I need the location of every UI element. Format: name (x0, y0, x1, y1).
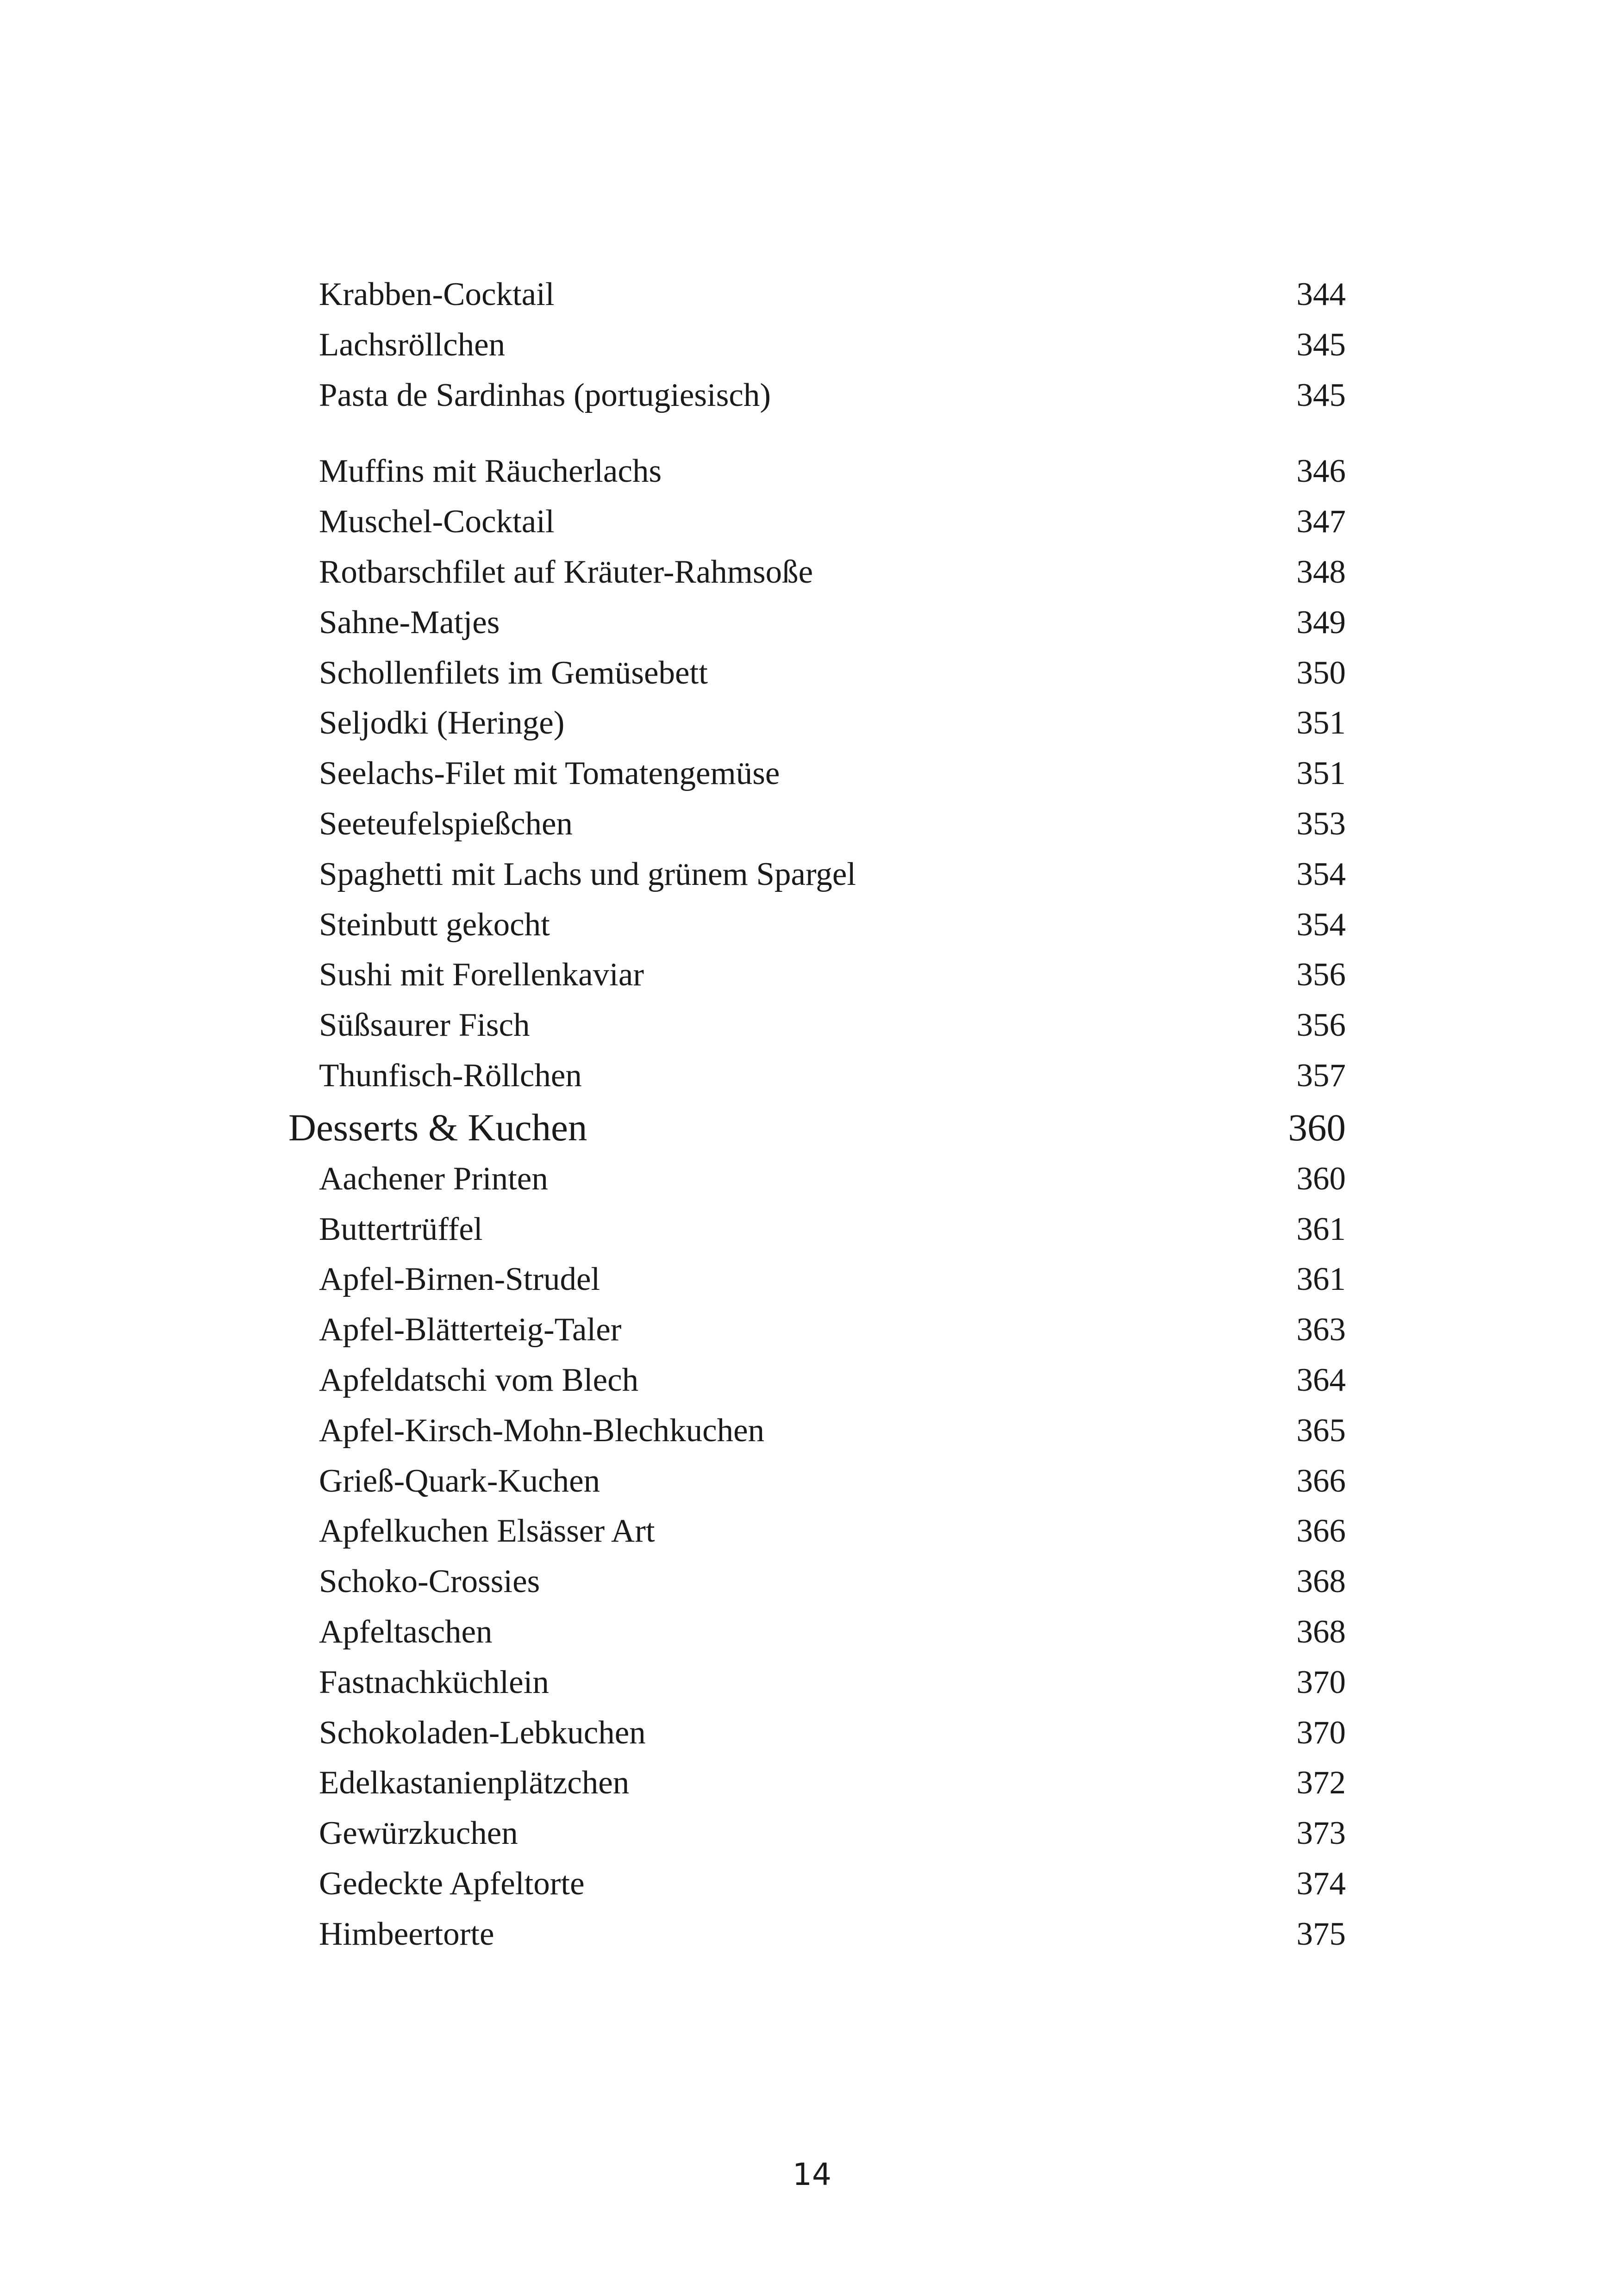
toc-entry[interactable] (0, 1758, 1624, 1808)
toc-entry-title: Apfeldatschi vom Blech (319, 1362, 639, 1398)
toc-entry[interactable] (0, 1456, 1624, 1506)
toc-entry-page: 345 (1296, 377, 1346, 413)
toc-entry-title: Apfel-Blätterteig-Taler (319, 1312, 622, 1348)
toc-section-page: 360 (1288, 1106, 1346, 1149)
toc-entry-title: Süßsaurer Fisch (319, 1007, 530, 1044)
toc-section-title: Desserts & Kuchen (288, 1106, 587, 1149)
toc-entry-page: 356 (1296, 957, 1346, 993)
toc-entry[interactable] (0, 1154, 1624, 1204)
toc-entry-title: Sahne-Matjes (319, 604, 500, 641)
toc-entry-page: 354 (1296, 856, 1346, 892)
toc-entry[interactable] (0, 900, 1624, 950)
page-number: 14 (793, 2157, 831, 2192)
toc-entry-title: Apfel-Birnen-Strudel (319, 1261, 600, 1298)
toc-entry-page: 354 (1296, 906, 1346, 943)
toc-entry-title: Schokoladen-Lebkuchen (319, 1714, 646, 1751)
toc-entry-title: Pasta de Sardinhas (portugiesisch) (319, 377, 771, 413)
toc-section-heading[interactable] (0, 1101, 1624, 1154)
toc-entry[interactable] (0, 849, 1624, 900)
toc-entry-page: 349 (1296, 604, 1346, 641)
toc-entry-title: Seelachs-Filet mit Tomatengemüse (319, 755, 780, 792)
toc-entry-page: 368 (1296, 1563, 1346, 1600)
toc-entry[interactable] (0, 1000, 1624, 1051)
toc-entry-title: Schollenfilets im Gemüsebett (319, 654, 708, 691)
toc-entry[interactable] (0, 1204, 1624, 1255)
toc-entry-page: 370 (1296, 1714, 1346, 1751)
toc-entry[interactable] (0, 547, 1624, 597)
toc-entry-page: 366 (1296, 1513, 1346, 1549)
toc-entry-title: Grieß-Quark-Kuchen (319, 1462, 600, 1499)
toc-entry[interactable] (0, 1051, 1624, 1101)
toc-entry[interactable] (0, 1305, 1624, 1355)
toc-entry[interactable] (0, 320, 1624, 370)
toc-entry[interactable] (0, 370, 1624, 421)
toc-entry-title: Gedeckte Apfeltorte (319, 1865, 585, 1902)
toc-entry-page: 356 (1296, 1007, 1346, 1044)
toc-entry-title: Seljodki (Heringe) (319, 705, 565, 741)
toc-entry-title: Fastnachküchlein (319, 1664, 549, 1700)
toc-entry[interactable] (0, 1859, 1624, 1909)
toc-entry[interactable] (0, 1708, 1624, 1758)
toc-entry-page: 351 (1296, 705, 1346, 741)
toc-entry-title: Rotbarschfilet auf Kräuter-Rahmsoße (319, 554, 813, 590)
toc-entry[interactable] (0, 1607, 1624, 1657)
toc-entry-page: 370 (1296, 1664, 1346, 1700)
toc-entry[interactable] (0, 269, 1624, 320)
toc-entry-title: Seeteufelspießchen (319, 805, 573, 842)
toc-entry-page: 368 (1296, 1613, 1346, 1650)
toc-entry-title: Himbeertorte (319, 1916, 494, 1952)
table-of-contents (0, 269, 1624, 1960)
toc-entry[interactable] (0, 1506, 1624, 1556)
toc-entry-title: Buttertrüffel (319, 1211, 483, 1247)
toc-entry-page: 345 (1296, 326, 1346, 363)
toc-entry-page: 373 (1296, 1815, 1346, 1852)
toc-entry-page: 374 (1296, 1865, 1346, 1902)
toc-entry[interactable] (0, 1909, 1624, 1960)
toc-entry[interactable] (0, 648, 1624, 698)
toc-entry-title: Muschel-Cocktail (319, 504, 555, 540)
toc-entry-title: Spaghetti mit Lachs und grünem Spargel (319, 856, 856, 892)
toc-entry[interactable] (0, 950, 1624, 1000)
toc-entry-page: 361 (1296, 1211, 1346, 1247)
toc-entry[interactable] (0, 1406, 1624, 1456)
toc-entry[interactable] (0, 497, 1624, 547)
toc-entry[interactable] (0, 1355, 1624, 1406)
toc-entry-title: Thunfisch-Röllchen (319, 1057, 582, 1094)
toc-entry-title: Apfelkuchen Elsässer Art (319, 1513, 655, 1549)
toc-entry-page: 344 (1296, 276, 1346, 312)
toc-entry-title: Muffins mit Räucherlachs (319, 453, 662, 490)
toc-entry-page: 351 (1296, 755, 1346, 792)
toc-entry[interactable] (0, 1556, 1624, 1607)
toc-entry[interactable] (0, 1254, 1624, 1305)
toc-entry[interactable] (0, 1657, 1624, 1708)
toc-entry-page: 363 (1296, 1312, 1346, 1348)
toc-entry-page: 346 (1296, 453, 1346, 490)
toc-entry[interactable] (0, 799, 1624, 849)
toc-entry-page: 347 (1296, 504, 1346, 540)
toc-entry-title: Apfeltaschen (319, 1613, 493, 1650)
toc-entry[interactable] (0, 597, 1624, 648)
toc-entry-page: 353 (1296, 805, 1346, 842)
toc-entry-page: 366 (1296, 1462, 1346, 1499)
toc-entry-page: 361 (1296, 1261, 1346, 1298)
toc-entry-title: Aachener Printen (319, 1160, 548, 1197)
toc-entry-page: 360 (1296, 1160, 1346, 1197)
toc-entry-title: Schoko-Crossies (319, 1563, 540, 1600)
toc-entry-title: Edelkastanienplätzchen (319, 1765, 630, 1801)
toc-entry-page: 348 (1296, 554, 1346, 590)
toc-entry-page: 372 (1296, 1765, 1346, 1801)
toc-entry-page: 350 (1296, 654, 1346, 691)
toc-entry-title: Sushi mit Forellenkaviar (319, 957, 644, 993)
toc-entry-title: Lachsröllchen (319, 326, 506, 363)
toc-entry[interactable] (0, 698, 1624, 748)
toc-entry[interactable] (0, 446, 1624, 497)
toc-entry-title: Gewürzkuchen (319, 1815, 518, 1852)
toc-entry-title: Krabben-Cocktail (319, 276, 555, 312)
toc-entry-title: Steinbutt gekocht (319, 906, 550, 943)
toc-entry-title: Apfel-Kirsch-Mohn-Blechkuchen (319, 1412, 765, 1449)
toc-entry-page: 365 (1296, 1412, 1346, 1449)
toc-entry[interactable] (0, 1808, 1624, 1859)
toc-entry-page: 375 (1296, 1916, 1346, 1952)
toc-entry[interactable] (0, 748, 1624, 799)
toc-entry-page: 364 (1296, 1362, 1346, 1398)
toc-entry-page: 357 (1296, 1057, 1346, 1094)
